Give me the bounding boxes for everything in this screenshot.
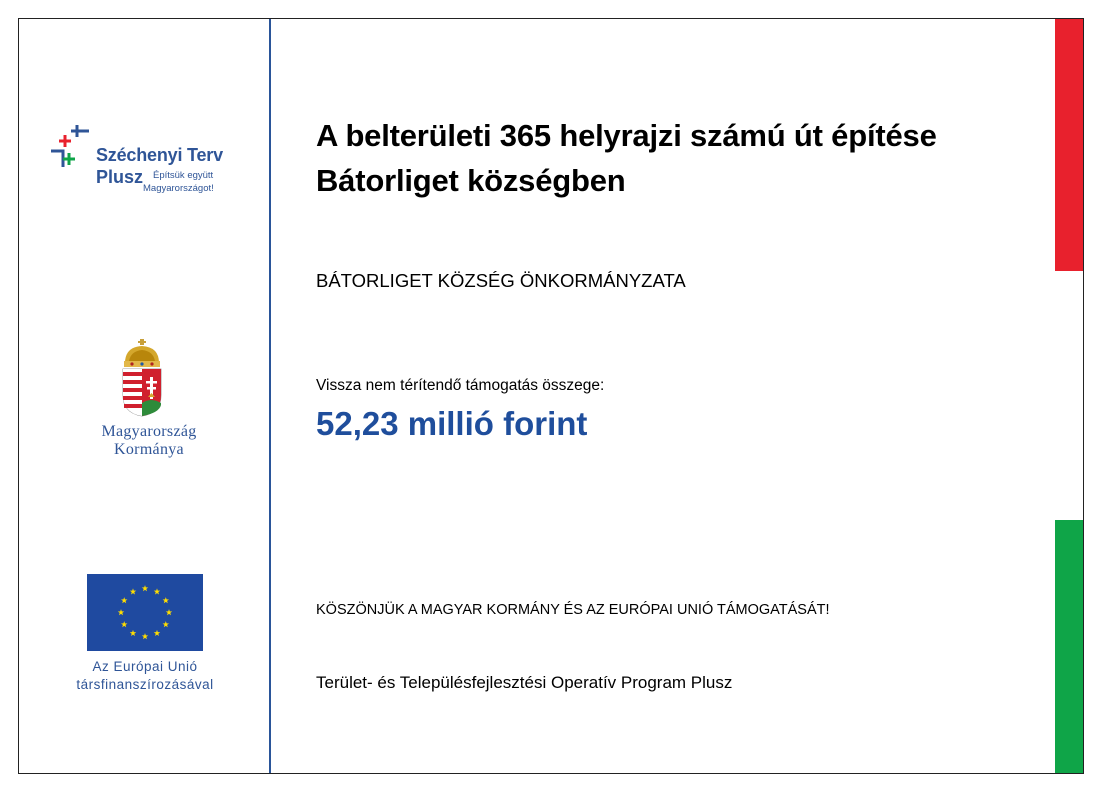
grant-amount: 52,23 millió forint xyxy=(316,405,588,442)
eu-star-icon xyxy=(121,621,127,627)
thanks-text: KÖSZÖNJÜK A MAGYAR KORMÁNY ÉS AZ EURÓPAI UNIÓ TÁMOGATÁSÁT! xyxy=(316,602,830,618)
information-board xyxy=(18,18,1084,774)
eu-cofinancing-line2: társfinanszírozásával xyxy=(76,677,214,692)
szechenyi-cross-icon xyxy=(49,123,93,171)
eu-star-icon xyxy=(130,588,136,594)
flag-stripe-red xyxy=(1055,19,1083,271)
eu-star-icon xyxy=(121,597,127,603)
eu-star-icon xyxy=(142,585,148,591)
eu-star-icon xyxy=(154,588,160,594)
eu-star-icon xyxy=(163,597,169,603)
flag-stripe-green xyxy=(1055,520,1083,773)
szechenyi-title: Széchenyi Terv xyxy=(96,145,223,165)
eu-star-icon xyxy=(154,630,160,636)
szechenyi-plusz: Plusz xyxy=(96,167,144,187)
eu-star-icon xyxy=(130,630,136,636)
eu-star-icon xyxy=(163,621,169,627)
project-title: A belterületi 365 helyrajzi számú út építése Bátorliget községben xyxy=(316,118,937,198)
eu-star-icon xyxy=(142,633,148,639)
eu-stars-icon xyxy=(87,574,203,651)
hungarian-coat-of-arms-icon xyxy=(119,339,165,417)
eu-cofinancing-line1: Az Európai Unió xyxy=(92,659,198,674)
government-name-line2: Kormánya xyxy=(114,441,184,458)
eu-flag xyxy=(87,574,203,651)
grant-label: Vissza nem térítendő támogatás összege: xyxy=(316,377,605,394)
eu-star-icon xyxy=(118,609,124,615)
eu-star-icon xyxy=(166,609,172,615)
szechenyi-terv-logo xyxy=(49,123,249,213)
program-name: Terület- és Településfejlesztési Operatív Program Plusz xyxy=(316,673,733,692)
beneficiary-name: BÁTORLIGET KÖZSÉG ÖNKORMÁNYZATA xyxy=(316,270,686,291)
szechenyi-slogan-1: Építsük együtt xyxy=(153,170,214,181)
szechenyi-slogan-2: Magyarországot! xyxy=(143,183,214,194)
government-name-line1: Magyarország xyxy=(101,423,197,440)
vertical-divider xyxy=(269,19,271,773)
